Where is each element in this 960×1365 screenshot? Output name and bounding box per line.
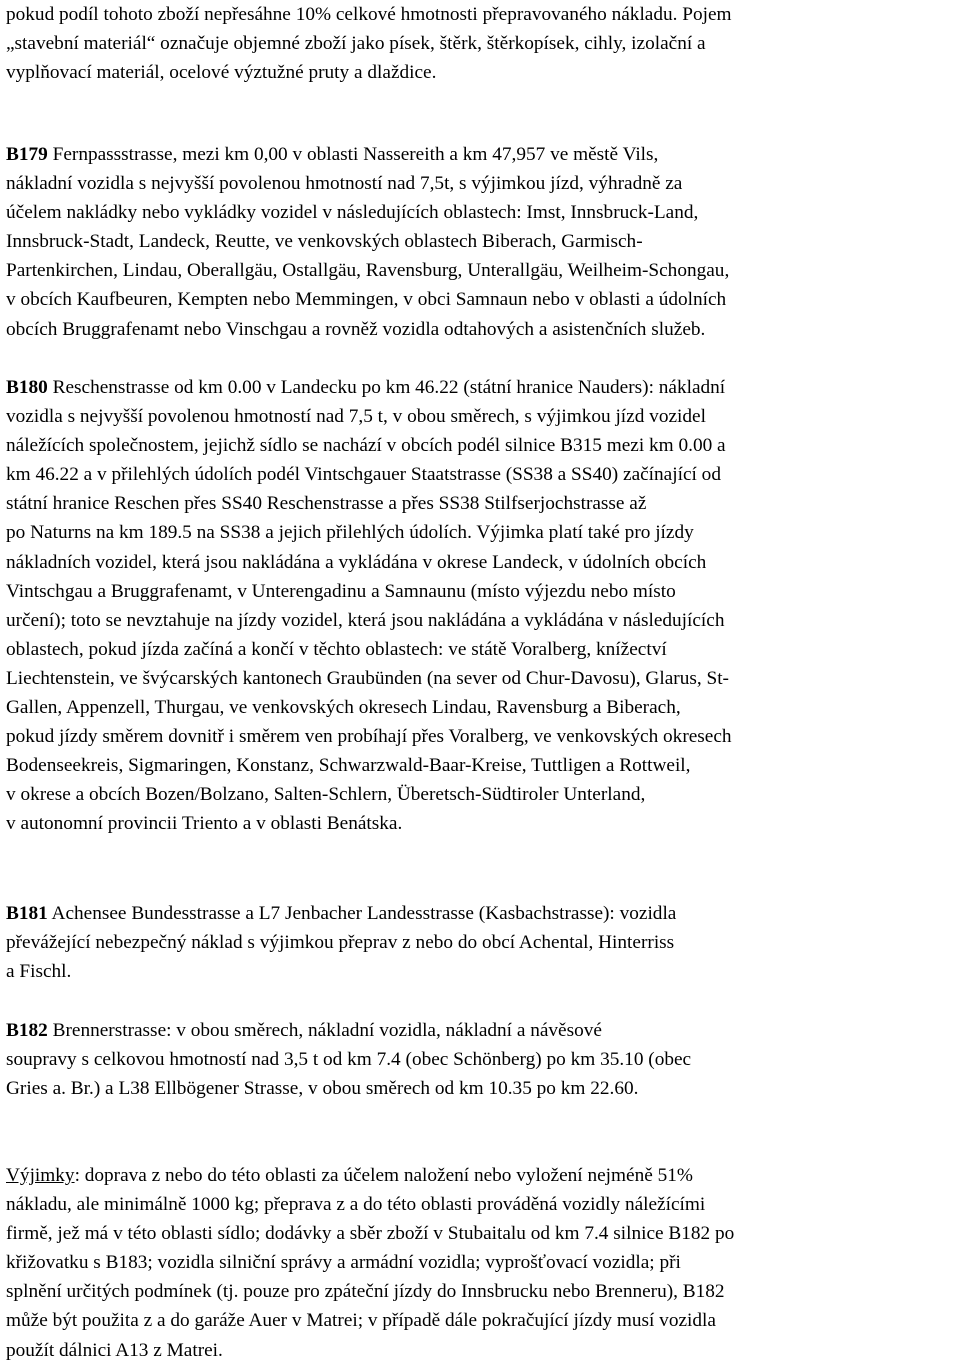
text-line: splnění určitých podmínek (tj. pouze pro zpáteční jízdy do Innsbrucku nebo Brenneru), B182 xyxy=(6,1281,725,1303)
text-line: Gries a. Br.) a L38 Ellbögener Strasse, v obou směrech od km 10.35 po km 22.60. xyxy=(6,1078,639,1100)
text-line: „stavební materiál“ označuje objemné zboží jako písek, štěrk, štěrkopísek, cihly, izolační a xyxy=(6,33,706,55)
text-line: Liechtenstein, ve švýcarských kantonech Graubünden (na sever od Chur-Davosu), Glarus, St- xyxy=(6,667,729,689)
text-line: Reschenstrasse od km 0.00 v Landecku po km 46.22 (státní hranice Nauders): nákladní xyxy=(47,377,726,398)
text-line: Fernpassstrasse, mezi km 0,00 v oblasti Nassereith a km 47,957 ve městě Vils, xyxy=(47,144,659,165)
text-line: a Fischl. xyxy=(6,961,72,983)
text-line: náležících společnostem, jejichž sídlo se nachází v obcích podél silnice B315 mezi km 0.00 a xyxy=(6,435,726,457)
text-line: obcích Bruggrafenamt nebo Vinschgau a rovněž vozidla odtahových a asistenčních služeb. xyxy=(6,318,706,340)
text-line: po Naturns na km 189.5 na SS38 a jejich přilehlých údolích. Výjimka platí také pro jízdy xyxy=(6,522,694,544)
text-line: pokud jízdy směrem dovnitř i směrem ven probíhají přes Voralberg, ve venkovských okresech xyxy=(6,726,732,748)
text-line: oblastech, pokud jízda začíná a končí v těchto oblastech: ve státě Voralberg, knížectví xyxy=(6,638,667,660)
text-line: nákladní vozidla s nejvyšší povolenou hmotností nad 7,5t, s výjimkou jízd, výhradně za xyxy=(6,173,683,195)
text-line: křižovatku s B183; vozidla silniční správy a armádní vozidla; vyprošťovací vozidla; při xyxy=(6,1252,681,1274)
section-b182 xyxy=(6,1016,691,1103)
road-code: B180 xyxy=(6,377,48,398)
section-b179 xyxy=(6,140,729,344)
text-line: Brennerstrasse: v obou směrech, nákladní vozidla, nákladní a návěsové xyxy=(47,1020,602,1041)
text-line: může být použita z a do garáže Auer v Matrei; v případě dále pokračující jízdy musí vozidla xyxy=(6,1310,716,1332)
text-line: státní hranice Reschen přes SS40 Reschenstrasse a přes SS38 Stilfserjochstrasse až xyxy=(6,493,647,515)
intro-paragraph xyxy=(6,0,732,87)
section-b180 xyxy=(6,373,732,839)
text-line: firmě, jež má v této oblasti sídlo; dodávky a sběr zboží v Stubaitalu od km 7.4 silnice B182 po xyxy=(6,1223,735,1245)
exceptions-label: Výjimky xyxy=(6,1165,75,1186)
text-line: vyplňovací materiál, ocelové výztužné pruty a dlaždice. xyxy=(6,62,437,84)
text-line: v autonomní provincii Triento a v oblasti Benátska. xyxy=(6,813,403,835)
road-code: B179 xyxy=(6,144,48,165)
text-line: nákladu, ale minimálně 1000 kg; přeprava z a do této oblasti prováděná vozidly náležícími xyxy=(6,1194,706,1216)
text-line: km 46.22 a v přilehlých údolích podél Vintschgauer Staatstrasse (SS38 a SS40) začínající od xyxy=(6,464,721,486)
exceptions-paragraph xyxy=(6,1161,734,1365)
road-code: B181 xyxy=(6,903,48,924)
text-line: v obcích Kaufbeuren, Kempten nebo Memmingen, v obci Samnaun nebo v oblasti a údolních xyxy=(6,289,727,311)
text-line: převážející nebezpečný náklad s výjimkou přeprav z nebo do obcí Achental, Hinterriss xyxy=(6,932,675,954)
text-line: : doprava z nebo do této oblasti za účelem naložení nebo vyložení nejméně 51% xyxy=(74,1165,693,1186)
text-line: použít dálnici A13 z Matrei. xyxy=(6,1339,223,1361)
text-line: pokud podíl tohoto zboží nepřesáhne 10% celkové hmotnosti přepravovaného nákladu. Pojem xyxy=(6,4,732,25)
text-line: Bodenseekreis, Sigmaringen, Konstanz, Schwarzwald-Baar-Kreise, Tuttligen a Rottweil, xyxy=(6,755,691,777)
section-b181 xyxy=(6,899,676,986)
text-line: vozidla s nejvyšší povolenou hmotností nad 7,5 t, v obou směrech, s výjimkou jízd vozidel xyxy=(6,406,706,428)
text-line: Innsbruck-Stadt, Landeck, Reutte, ve venkovských oblastech Biberach, Garmisch- xyxy=(6,231,643,253)
text-line: Achensee Bundesstrasse a L7 Jenbacher Landesstrasse (Kasbachstrasse): vozidla xyxy=(47,903,677,924)
text-line: soupravy s celkovou hmotností nad 3,5 t od km 7.4 (obec Schönberg) po km 35.10 (obec xyxy=(6,1049,692,1071)
text-line: určení); toto se nevztahuje na jízdy vozidel, která jsou nakládána a vykládána v následujících xyxy=(6,609,725,631)
text-line: Vintschgau a Bruggrafenamt, v Unterengadinu a Samnaunu (místo výjezdu nebo místo xyxy=(6,580,676,602)
text-line: účelem nakládky nebo vykládky vozidel v následujících oblastech: Imst, Innsbruck-Land, xyxy=(6,202,699,224)
text-line: Partenkirchen, Lindau, Oberallgäu, Ostallgäu, Ravensburg, Unterallgäu, Weilheim-Schongau, xyxy=(6,260,730,282)
text-line: nákladních vozidel, která jsou nakládána a vykládána v okrese Landeck, v údolních obcích xyxy=(6,551,707,573)
road-code: B182 xyxy=(6,1020,48,1041)
text-line: Gallen, Appenzell, Thurgau, ve venkovských okresech Lindau, Ravensburg a Biberach, xyxy=(6,697,681,719)
text-line: v okrese a obcích Bozen/Bolzano, Salten-Schlern, Überetsch-Südtiroler Unterland, xyxy=(6,784,646,806)
